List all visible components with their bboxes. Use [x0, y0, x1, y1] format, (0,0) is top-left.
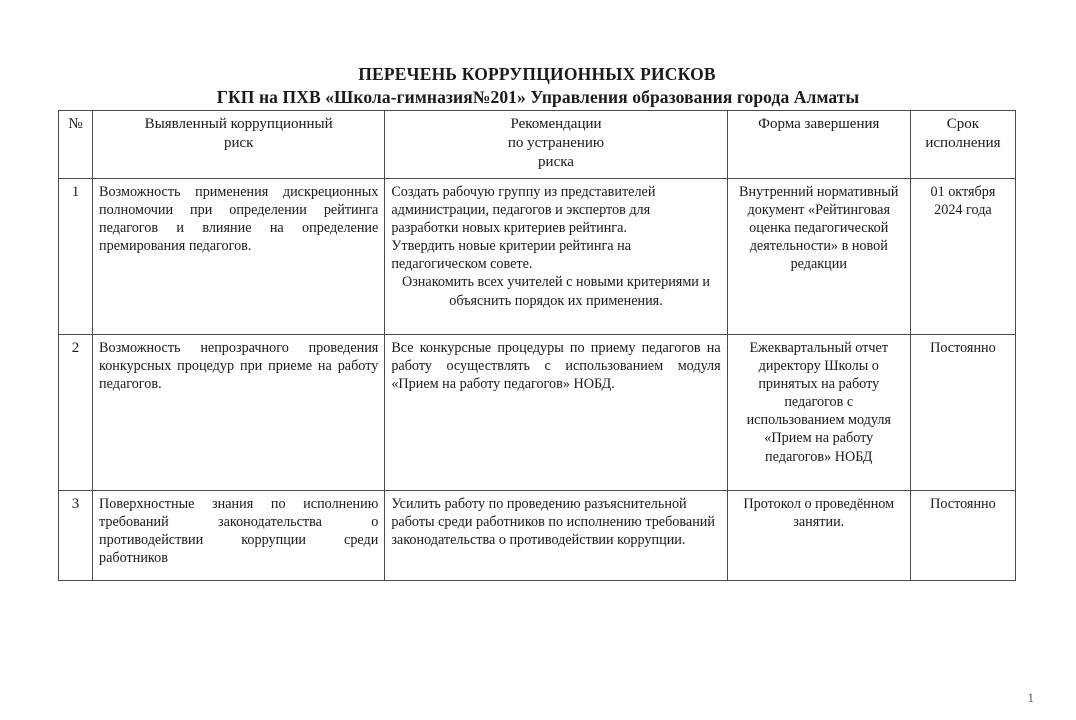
row-deadline: Постоянно	[910, 334, 1015, 490]
row-deadline: Постоянно	[910, 490, 1015, 580]
row-number: 2	[59, 334, 93, 490]
column-header-recommendations-line-2: по устранению	[507, 135, 605, 152]
row-risk-description: Возможность непрозрачного проведения конкурсных процедур при приеме на работу педагогов.	[93, 334, 385, 490]
document-title: ПЕРЕЧЕНЬ КОРРУПЦИОННЫХ РИСКОВ	[358, 64, 716, 84]
column-header-recommendations-line-3: риска	[538, 154, 574, 171]
table-row	[59, 178, 1016, 334]
row-completion-form: Внутренний нормативный документ «Рейтинговая оценка педагогической деятельности» в новой редакции	[727, 178, 910, 334]
recommendation-paragraph: Усилить работу по проведению разъяснительной работы среди работников по исполнению требований законодательства о противодействии коррупции.	[391, 495, 715, 548]
column-header-risk-line-2: риск	[223, 135, 254, 152]
recommendation-paragraph: Утвердить новые критерии рейтинга на педагогическом совете.	[391, 238, 632, 273]
column-header-number: №	[59, 111, 93, 179]
corruption-risks-table	[58, 110, 1016, 581]
table-row	[59, 490, 1016, 580]
column-header-completion-form: Форма завершения	[727, 111, 910, 179]
column-header-recommendations	[385, 111, 727, 179]
row-number: 3	[59, 490, 93, 580]
column-header-deadline-line-1: Срок	[946, 116, 980, 132]
recommendation-paragraph: Ознакомить всех учителей с новыми критериями и объяснить порядок их применения.	[401, 274, 711, 309]
table-header	[59, 111, 1016, 179]
recommendation-paragraph: Все конкурсные процедуры по приему педагогов на работу осуществлять с использованием модуля «Прием на работу педагогов» НОБД.	[391, 339, 721, 392]
recommendation-paragraph: Создать рабочую группу из представителей администрации, педагогов и экспертов для разработки новых критериев рейтинга.	[391, 183, 656, 236]
row-completion-form: Ежеквартальный отчет директору Школы о принятых на работу педагогов с использованием модуля «Прием на работу педагогов» НОБД	[727, 334, 910, 490]
row-deadline: 01 октября 2024 года	[910, 178, 1015, 334]
table-header-row	[59, 111, 1016, 179]
row-number: 1	[59, 178, 93, 334]
row-recommendation	[385, 178, 727, 334]
document-subtitle: ГКП на ПХВ «Школа-гимназия№201» Управления образования города Алматы	[216, 87, 860, 107]
page-number: 1	[1027, 690, 1034, 705]
table-row	[59, 334, 1016, 490]
column-header-risk	[93, 111, 385, 179]
column-header-deadline	[910, 111, 1015, 179]
row-completion-form: Протокол о проведённом занятии.	[727, 490, 910, 580]
column-header-risk-line-1: Выявленный коррупционный	[144, 116, 333, 132]
row-recommendation	[385, 490, 727, 580]
column-header-recommendations-line-1: Рекомендации	[510, 116, 602, 132]
row-risk-description: Поверхностные знания по исполнению требований законодательства о противодействии коррупции среди работников	[93, 490, 385, 580]
row-risk-description: Возможность применения дискреционных полномочии при определении рейтинга педагогов и влияние на определение премирования педагогов.	[93, 178, 385, 334]
column-header-deadline-line-2: исполнения	[925, 135, 1001, 152]
table-body	[59, 178, 1016, 580]
row-recommendation	[385, 334, 727, 490]
